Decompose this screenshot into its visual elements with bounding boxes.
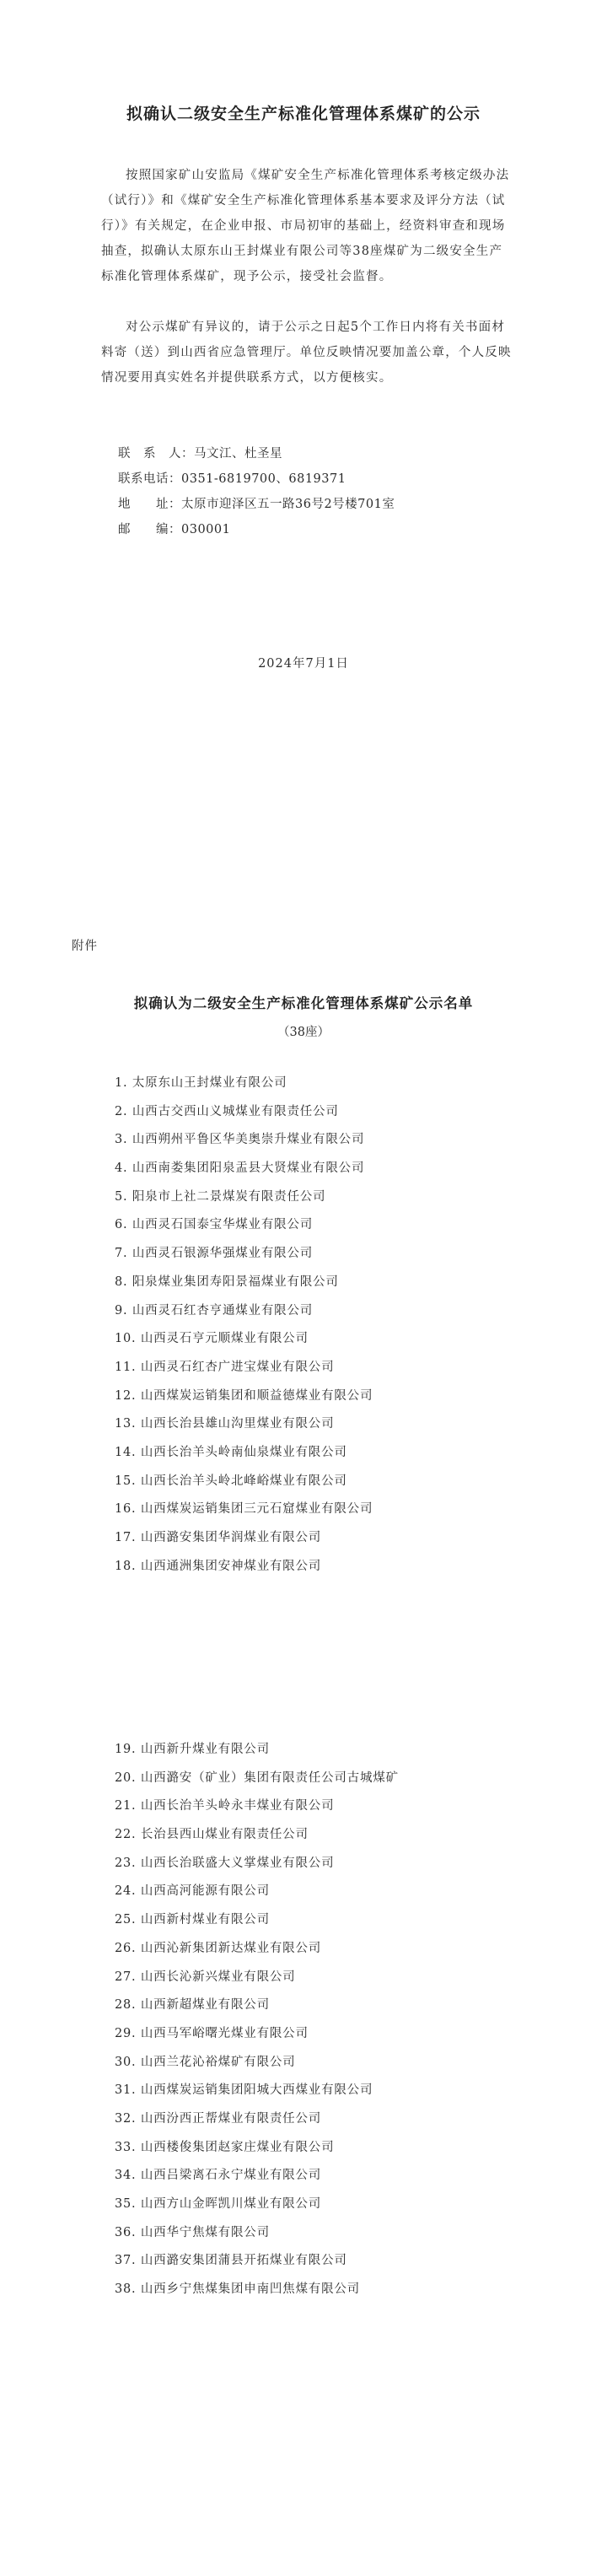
list-item: 23. 山西长治联盛大义掌煤业有限公司 <box>115 1856 335 1870</box>
list-item: 1. 太原东山王封煤业有限公司 <box>115 1076 287 1090</box>
list-item: 20. 山西潞安（矿业）集团有限责任公司古城煤矿 <box>115 1770 399 1785</box>
contact-phone: 联系电话：0351-6819700、6819371 <box>118 472 346 486</box>
list-item: 13. 山西长治县雄山沟里煤业有限公司 <box>115 1417 335 1431</box>
list-item: 38. 山西乡宁焦煤集团申南凹焦煤有限公司 <box>115 2282 360 2297</box>
list-item: 35. 山西方山金晖凯川煤业有限公司 <box>115 2197 322 2211</box>
list-item: 30. 山西兰花沁裕煤矿有限公司 <box>115 2055 296 2069</box>
attachment-count: （38座） <box>277 1026 330 1039</box>
list-item: 25. 山西新村煤业有限公司 <box>115 1913 270 1927</box>
list-item: 8. 阳泉煤业集团寿阳景福煤业有限公司 <box>115 1275 339 1289</box>
mine-list-part-1 <box>115 1070 373 1581</box>
list-item: 2. 山西古交西山义城煤业有限责任公司 <box>115 1104 339 1118</box>
list-item: 6. 山西灵石国泰宝华煤业有限公司 <box>115 1218 314 1232</box>
contact-postcode: 邮 编：030001 <box>118 523 231 536</box>
contact-person: 联 系 人：马文江、杜圣星 <box>118 447 282 461</box>
list-item: 5. 阳泉市上社二景煤炭有限责任公司 <box>115 1189 326 1204</box>
list-item: 31. 山西煤炭运销集团阳城大西煤业有限公司 <box>115 2083 373 2098</box>
notice-date: 2024年7月1日 <box>258 657 349 671</box>
list-item: 3. 山西朔州平鲁区华美奥崇升煤业有限公司 <box>115 1133 365 1147</box>
list-item: 12. 山西煤炭运销集团和顺益德煤业有限公司 <box>115 1388 373 1403</box>
list-item: 26. 山西沁新集团新达煤业有限公司 <box>115 1941 322 1955</box>
list-item: 14. 山西长治羊头岭南仙泉煤业有限公司 <box>115 1445 347 1459</box>
list-item: 24. 山西高河能源有限公司 <box>115 1884 270 1899</box>
list-item: 15. 山西长治羊头岭北峰峪煤业有限公司 <box>115 1474 347 1488</box>
notice-paragraph-2: 对公示煤矿有异议的，请于公示之日起5个工作日内将有关书面材料寄（送）到山西省应急管理厅。单位反映情况要加盖公章，个人反映情况要用真实姓名并提供联系方式，以方便核实。 <box>101 321 512 385</box>
list-item: 22. 长治县西山煤业有限责任公司 <box>115 1828 309 1842</box>
list-item: 21. 山西长治羊头岭永丰煤业有限公司 <box>115 1799 335 1813</box>
list-item: 7. 山西灵石银源华强煤业有限公司 <box>115 1247 314 1261</box>
attachment-title: 拟确认为二级安全生产标准化管理体系煤矿公示名单 <box>133 995 474 1011</box>
list-item: 11. 山西灵石红杏广进宝煤业有限公司 <box>115 1360 335 1374</box>
list-item: 17. 山西潞安集团华润煤业有限公司 <box>115 1531 322 1544</box>
contact-address: 地 址：太原市迎泽区五一路36号2号楼701室 <box>118 498 395 511</box>
list-item: 10. 山西灵石亨元顺煤业有限公司 <box>115 1332 309 1346</box>
list-item: 34. 山西吕梁离石永宁煤业有限公司 <box>115 2169 322 2183</box>
list-item: 29. 山西马军峪曙光煤业有限公司 <box>115 2026 309 2040</box>
contact-block <box>118 441 395 542</box>
mine-list-part-2 <box>115 1736 399 2304</box>
list-item: 18. 山西通洲集团安神煤业有限公司 <box>115 1559 322 1573</box>
notice-title: 拟确认二级安全生产标准化管理体系煤矿的公示 <box>126 105 481 123</box>
notice-paragraph-1: 按照国家矿山安监局《煤矿安全生产标准化管理体系考核定级办法（试行）》和《煤矿安全生产标准化管理体系基本要求及评分方法（试行）》有关规定，在企业申报、市局初审的基础上，经资料审查和现场抽查，拟确认太原东山王封煤业有限公司等38座煤矿为二级安全生产标准化管理体系煤矿，现予公示，接受社会监督。 <box>101 169 510 283</box>
list-item: 36. 山西华宁焦煤有限公司 <box>115 2225 270 2239</box>
list-item: 19. 山西新升煤业有限公司 <box>115 1743 270 1756</box>
list-item: 33. 山西楼俊集团赵家庄煤业有限公司 <box>115 2140 335 2154</box>
list-item: 9. 山西灵石红杏亨通煤业有限公司 <box>115 1303 314 1318</box>
list-item: 16. 山西煤炭运销集团三元石窟煤业有限公司 <box>115 1502 373 1517</box>
list-item: 32. 山西汾西正帮煤业有限责任公司 <box>115 2111 322 2126</box>
list-item: 27. 山西长沁新兴煤业有限公司 <box>115 1970 296 1984</box>
list-item: 37. 山西潞安集团蒲县开拓煤业有限公司 <box>115 2254 347 2268</box>
list-item: 4. 山西南娄集团阳泉盂县大贤煤业有限公司 <box>115 1161 365 1176</box>
list-item: 28. 山西新超煤业有限公司 <box>115 1998 270 2013</box>
attachment-label: 附件 <box>72 940 98 953</box>
